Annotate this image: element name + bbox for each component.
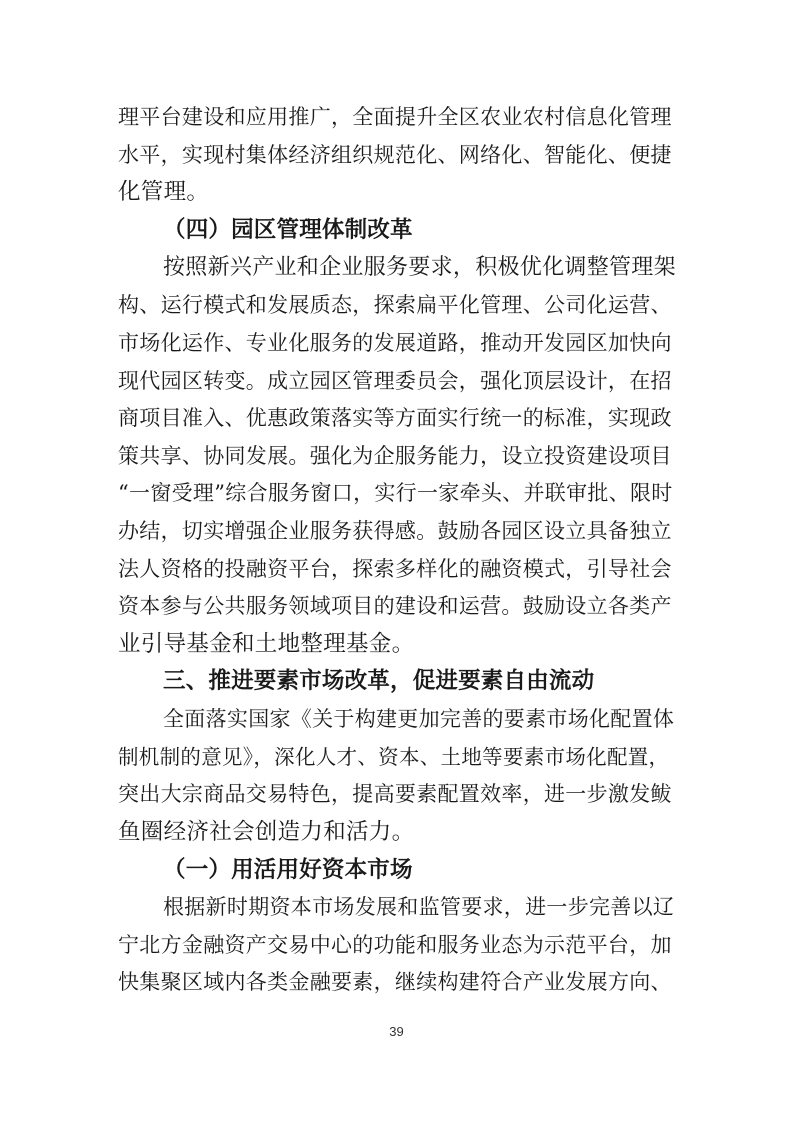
body-line: 资本参与公共服务领域项目的建设和运营。鼓励设立各类产 bbox=[118, 594, 672, 618]
body-line: 按照新兴产业和企业服务要求，积极优化调整管理架 bbox=[163, 255, 676, 280]
body-line: 法人资格的投融资平台，探索多样化的融资模式，引导社会 bbox=[118, 557, 672, 581]
chapter-heading: 三、推进要素市场改革，促进要素自由流动 bbox=[163, 668, 595, 694]
body-line: 构、运行模式和发展质态，探索扁平化管理、公司化运营、 bbox=[118, 293, 672, 317]
body-line: 全面落实国家《关于构建更加完善的要素市场化配置体 bbox=[163, 707, 675, 731]
body-line: “一窗受理”综合服务窗口，实行一家牵头、并联审批、限时 bbox=[118, 481, 673, 505]
body-line: 现代园区转变。成立园区管理委员会，强化顶层设计，在招 bbox=[118, 369, 672, 393]
body-line: 根据新时期资本市场发展和监管要求，进一步完善以辽 bbox=[163, 895, 675, 919]
body-line: 鱼圈经济社会创造力和活力。 bbox=[118, 819, 415, 845]
section-heading: （一）用活用好资本市场 bbox=[163, 857, 413, 883]
body-line: 突出大宗商品交易特色，提高要素配置效率，进一步激发鲅 bbox=[118, 782, 672, 806]
body-line: 策共享、协同发展。强化为企服务能力，设立投资建设项目 bbox=[118, 444, 672, 468]
body-line: 宁北方金融资产交易中心的功能和服务业态为示范平台，加 bbox=[118, 933, 672, 957]
body-line: 化管理。 bbox=[118, 179, 210, 205]
body-line: 业引导基金和土地整理基金。 bbox=[118, 631, 415, 657]
body-line: 快集聚区域内各类金融要素，继续构建符合产业发展方向、 bbox=[118, 970, 672, 994]
body-line: 制机制的意见》，深化人才、资本、土地等要素市场化配置， bbox=[118, 745, 670, 769]
body-line: 办结，切实增强企业服务获得感。鼓励各园区设立具备独立 bbox=[118, 519, 672, 543]
body-line: 理平台建设和应用推广，全面提升全区农业农村信息化管理 bbox=[118, 105, 672, 129]
section-heading: （四）园区管理体制改革 bbox=[163, 217, 413, 243]
body-line: 商项目准入、优惠政策落实等方面实行统一的标准，实现政 bbox=[118, 406, 672, 430]
body-line: 水平，实现村集体经济组织规范化、网络化、智能化、便捷 bbox=[118, 143, 672, 167]
body-line: 市场化运作、专业化服务的发展道路，推动开发园区加快向 bbox=[118, 331, 672, 355]
page-number: 39 bbox=[389, 1024, 404, 1039]
